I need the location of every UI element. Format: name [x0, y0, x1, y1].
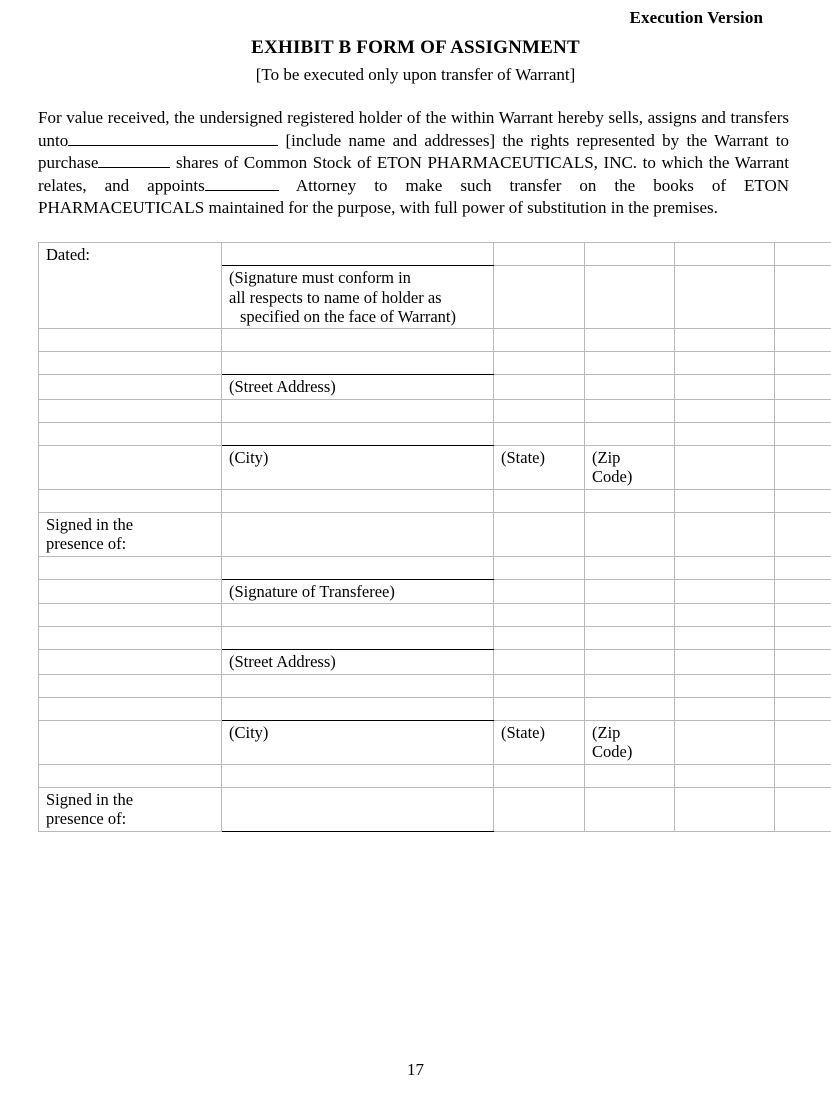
spacer-cell	[775, 674, 831, 697]
table-row	[39, 650, 831, 674]
table-row	[39, 243, 831, 266]
spacer-cell	[675, 329, 775, 352]
spacer-cell	[494, 489, 585, 512]
page-title: EXHIBIT B FORM OF ASSIGNMENT	[251, 37, 580, 58]
spacer-cell	[39, 329, 222, 352]
signature-note-cell	[222, 266, 494, 329]
spacer-cell	[675, 243, 775, 266]
spacer-cell	[585, 627, 675, 650]
spacer-cell	[222, 764, 494, 787]
table-row	[39, 422, 831, 445]
spacer-cell	[775, 422, 831, 445]
table-row	[39, 720, 831, 764]
spacer-cell	[675, 764, 775, 787]
spacer-cell	[494, 422, 585, 445]
spacer-cell	[585, 266, 675, 329]
spacer-cell	[775, 650, 831, 674]
city-line-cell-1[interactable]	[222, 422, 494, 445]
spacer-cell	[39, 422, 222, 445]
spacer-cell	[585, 579, 675, 603]
attorney-name-blank[interactable]	[205, 190, 279, 191]
street-address-line-cell-2[interactable]	[222, 627, 494, 650]
spacer-cell	[39, 352, 222, 375]
city-label-1: (City)	[222, 445, 494, 489]
signature-note-line-1: (Signature must conform in	[229, 268, 411, 288]
spacer-cell	[39, 674, 222, 697]
spacer-cell	[585, 764, 675, 787]
spacer-cell	[39, 720, 222, 764]
spacer-cell	[775, 512, 831, 556]
spacer-cell	[675, 352, 775, 375]
spacer-cell	[675, 512, 775, 556]
spacer-cell	[775, 445, 831, 489]
table-row	[39, 512, 831, 556]
signed-presence-2-line-1: Signed in the	[46, 789, 134, 809]
table-row	[39, 556, 831, 579]
spacer-cell	[585, 352, 675, 375]
table-row	[39, 674, 831, 697]
table-row	[39, 764, 831, 787]
spacer-cell	[494, 604, 585, 627]
spacer-cell	[775, 399, 831, 422]
spacer-cell	[39, 697, 222, 720]
spacer-cell	[775, 764, 831, 787]
spacer-cell	[39, 556, 222, 579]
spacer-cell	[775, 556, 831, 579]
paragraph-segment-2: [include name and addresses] the rights represented by the Warrant to purchase	[38, 130, 790, 173]
spacer-cell	[585, 787, 675, 831]
spacer-cell	[39, 604, 222, 627]
spacer-cell	[675, 674, 775, 697]
assignment-form-table	[38, 242, 831, 832]
street-address-label-1: (Street Address)	[222, 375, 494, 399]
spacer-cell	[585, 375, 675, 399]
spacer-cell	[775, 329, 831, 352]
spacer-cell	[222, 329, 494, 352]
spacer-cell	[222, 674, 494, 697]
assignment-paragraph	[38, 107, 793, 220]
dated-label-cell: Dated:	[39, 243, 222, 329]
paragraph-segment-3: shares of Common Stock of ETON PHARMACEUTICALS, INC. to which the Warrant relates, and appoints	[38, 153, 790, 195]
spacer-cell	[494, 399, 585, 422]
final-signature-line-cell[interactable]	[222, 787, 494, 831]
spacer-cell	[675, 266, 775, 329]
spacer-cell	[494, 266, 585, 329]
state-label-2: (State)	[494, 720, 585, 764]
paragraph-segment-1: For value received, the undersigned registered holder of the within Warrant hereby sells, assigns and transfers unto	[38, 108, 789, 150]
paragraph-segment-4: Attorney to make such transfer on the books of ETON PHARMACEUTICALS maintained for the purpose, with full power of substitution in the premises.	[38, 175, 790, 218]
table-row	[39, 604, 831, 627]
spacer-cell	[39, 399, 222, 422]
signed-presence-cell-1	[39, 512, 222, 556]
spacer-cell	[675, 650, 775, 674]
spacer-cell	[222, 604, 494, 627]
signature-note-line-3: specified on the face of Warrant)	[240, 306, 456, 326]
execution-version-label: Execution Version	[629, 8, 763, 27]
spacer-cell	[494, 352, 585, 375]
spacer-cell	[675, 787, 775, 831]
spacer-cell	[675, 489, 775, 512]
state-label-1: (State)	[494, 445, 585, 489]
signed-presence-2-line-2: presence of:	[46, 809, 127, 829]
spacer-cell	[775, 604, 831, 627]
signed-presence-cell-2	[39, 787, 222, 831]
share-count-blank[interactable]	[98, 167, 170, 168]
spacer-cell	[39, 445, 222, 489]
spacer-cell	[675, 720, 775, 764]
transferee-signature-line-cell[interactable]	[222, 556, 494, 579]
spacer-cell	[494, 627, 585, 650]
page-subtitle: [To be executed only upon transfer of Warrant]	[255, 65, 576, 84]
signature-transferee-label: (Signature of Transferee)	[222, 579, 494, 603]
spacer-cell	[39, 489, 222, 512]
spacer-cell	[585, 512, 675, 556]
spacer-cell	[775, 489, 831, 512]
table-row	[39, 627, 831, 650]
zip-label-2	[585, 720, 675, 764]
spacer-cell	[775, 787, 831, 831]
spacer-cell	[494, 674, 585, 697]
spacer-cell	[39, 764, 222, 787]
spacer-cell	[494, 579, 585, 603]
spacer-cell	[494, 650, 585, 674]
spacer-cell	[775, 720, 831, 764]
spacer-cell	[222, 399, 494, 422]
table-row	[39, 489, 831, 512]
signature-note-line-2: all respects to name of holder as	[229, 287, 442, 307]
spacer-cell	[494, 512, 585, 556]
spacer-cell	[39, 627, 222, 650]
spacer-cell	[675, 604, 775, 627]
spacer-cell	[494, 243, 585, 266]
spacer-cell	[775, 579, 831, 603]
zip-label-2-line-2: Code)	[592, 742, 633, 762]
zip-label-2-line-1: (Zip	[592, 722, 621, 742]
table-row	[39, 697, 831, 720]
spacer-cell	[494, 556, 585, 579]
spacer-cell	[585, 604, 675, 627]
table-row	[39, 787, 831, 831]
spacer-cell	[775, 352, 831, 375]
spacer-cell	[585, 674, 675, 697]
street-address-label-2: (Street Address)	[222, 650, 494, 674]
table-row	[39, 329, 831, 352]
spacer-cell	[494, 697, 585, 720]
spacer-cell	[675, 556, 775, 579]
street-address-line-cell-1[interactable]	[222, 352, 494, 375]
spacer-cell	[222, 489, 494, 512]
spacer-cell	[494, 329, 585, 352]
zip-label-1-line-2: Code)	[592, 467, 633, 487]
signature-line-cell[interactable]	[222, 243, 494, 266]
spacer-cell	[675, 422, 775, 445]
spacer-cell	[39, 579, 222, 603]
table-row	[39, 579, 831, 603]
spacer-cell	[585, 650, 675, 674]
table-row	[39, 399, 831, 422]
table-row	[39, 445, 831, 489]
spacer-cell	[494, 764, 585, 787]
spacer-cell	[585, 489, 675, 512]
spacer-cell	[585, 243, 675, 266]
spacer-cell	[775, 243, 831, 266]
spacer-cell	[675, 627, 775, 650]
spacer-cell	[39, 650, 222, 674]
spacer-cell	[494, 787, 585, 831]
spacer-cell	[585, 399, 675, 422]
city-label-2: (City)	[222, 720, 494, 764]
spacer-cell	[494, 375, 585, 399]
zip-label-1	[585, 445, 675, 489]
spacer-cell	[675, 697, 775, 720]
table-row	[39, 375, 831, 399]
spacer-cell	[775, 266, 831, 329]
transferee-name-blank[interactable]	[68, 145, 278, 146]
signed-presence-1-line-2: presence of:	[46, 534, 127, 554]
spacer-cell	[585, 422, 675, 445]
spacer-cell	[585, 329, 675, 352]
zip-label-1-line-1: (Zip	[592, 447, 621, 467]
signed-presence-1-line-1: Signed in the	[46, 514, 134, 534]
table-row	[39, 352, 831, 375]
spacer-cell	[675, 579, 775, 603]
spacer-cell	[675, 375, 775, 399]
city-line-cell-2[interactable]	[222, 697, 494, 720]
spacer-cell	[585, 556, 675, 579]
spacer-cell	[775, 375, 831, 399]
spacer-cell	[585, 697, 675, 720]
spacer-cell	[675, 399, 775, 422]
page-number: 17	[407, 1060, 424, 1079]
spacer-cell	[775, 697, 831, 720]
spacer-cell	[39, 375, 222, 399]
spacer-cell	[222, 512, 494, 556]
spacer-cell	[775, 627, 831, 650]
spacer-cell	[675, 445, 775, 489]
